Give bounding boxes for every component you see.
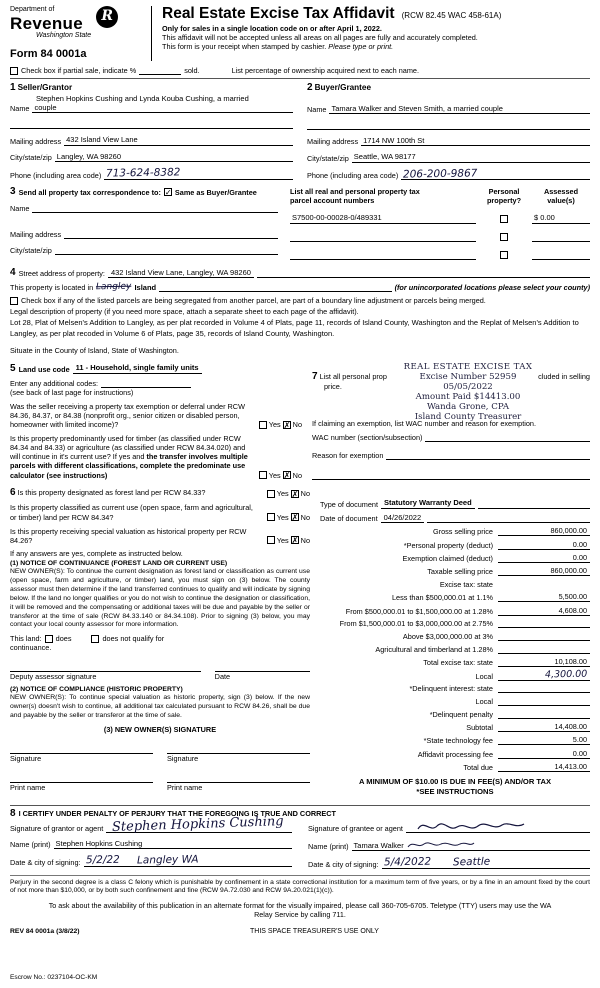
grantee-print-name-field[interactable] bbox=[352, 839, 590, 851]
corr-city-input[interactable] bbox=[55, 245, 278, 255]
grantor-phone-value: 713-624-8382 bbox=[106, 166, 181, 180]
grantor-signing-city: Langley WA bbox=[137, 853, 200, 867]
grantor-signing-date: 5/2/22 bbox=[85, 853, 120, 867]
grantor-phone-field[interactable] bbox=[104, 168, 293, 180]
page-title: Real Estate Excise Tax Affidavit bbox=[162, 5, 395, 22]
type-of-document-input-extension[interactable] bbox=[478, 499, 590, 509]
excise-tax-state-spacer bbox=[498, 580, 590, 590]
grantor-city-field[interactable]: Langley, WA 98260 bbox=[55, 152, 293, 162]
deputy-date-label: Date bbox=[214, 672, 231, 682]
buyer-grantee-heading: Buyer/Grantee bbox=[314, 83, 372, 93]
wac-number-label: WAC number (section/subsection) bbox=[312, 433, 423, 443]
state-technology-fee-value[interactable]: 5.00 bbox=[498, 735, 590, 745]
section-5-number: 5 bbox=[10, 362, 16, 374]
tier1-value[interactable]: 5,500.00 bbox=[498, 592, 590, 602]
designation-section bbox=[10, 488, 310, 796]
current-use-question: Is this property classified as current use (open space, farm and agricultural, or timber) land per RCW 84.34? bbox=[10, 503, 253, 522]
grantee-signature-ink bbox=[416, 818, 526, 834]
notice-continuance-text: NEW OWNER(S): To continue the current designation as forest land or classification as current use (open space, farm and agriculture, or timber) land, you must sign on (3) below. The county assessor must then determine if the land transferred continues to qualify and will indicate by signing below. If the land no longer qualifies or you do not wish to continue the designation or classification, it will be removed and the compensating or additional taxes will be due and payable by the seller or transferor at the time of sale (RCW 84.33.140 or 84.34.108). Prior to signing (3) below, you may contact your local county assessor for more information. bbox=[10, 568, 310, 629]
parcel-table bbox=[290, 187, 590, 260]
q5a-no-checkbox[interactable] bbox=[283, 421, 291, 429]
new-owner-signature-1-input[interactable] bbox=[10, 745, 153, 754]
grantee-date-city-field[interactable] bbox=[382, 857, 590, 869]
tier3-value[interactable] bbox=[498, 619, 590, 629]
form-number: Form 84 0001a bbox=[10, 47, 87, 60]
receipt-note: This form is your receipt when stamped by cashier. bbox=[162, 42, 327, 52]
grantor-signature-label: Signature of grantor or agent bbox=[10, 823, 104, 833]
parcel-number-input-2[interactable] bbox=[290, 232, 476, 242]
grantor-name-line1: Stephen Hopkins Cushing and Lynda Kouba Cushing, a married bbox=[36, 93, 249, 103]
grantee-date-city-label: Date & city of signing: bbox=[308, 859, 379, 869]
new-owner-print-name-1-input[interactable] bbox=[10, 774, 153, 783]
grantee-city-field[interactable]: Seattle, WA 98177 bbox=[352, 152, 590, 162]
revenue-wordmark: Revenue bbox=[10, 13, 83, 33]
grantee-signing-city: Seattle bbox=[452, 855, 491, 869]
q6c-no-checkbox[interactable] bbox=[291, 536, 299, 544]
signature-label: Signature bbox=[167, 753, 199, 763]
taxable-selling-price-value[interactable]: 860,000.00 bbox=[498, 566, 590, 576]
correspondence-and-parcels bbox=[10, 187, 590, 260]
grantor-name-2-field[interactable] bbox=[10, 119, 293, 129]
corr-mailing-label: Mailing address bbox=[10, 230, 62, 240]
q6c-yes-checkbox[interactable] bbox=[267, 536, 275, 544]
personal-property-deduct-label: *Personal property (deduct) bbox=[403, 540, 493, 550]
land-use-code-label: Land use code bbox=[18, 364, 70, 374]
type-of-document-field[interactable]: Statutory Warranty Deed bbox=[381, 498, 475, 508]
additional-codes-note: (see back of last page for instructions) bbox=[10, 387, 134, 397]
grantee-phone-field[interactable] bbox=[401, 169, 590, 181]
rev-form-number: REV 84 0001a (3/8/22) bbox=[10, 928, 80, 936]
tier4-label: Above $3,000,000.00 at 3% bbox=[402, 631, 493, 641]
deputy-assessor-signature-label: Deputy assessor signature bbox=[10, 672, 97, 682]
gross-selling-price-label: Gross selling price bbox=[432, 527, 493, 537]
stamp-treasurer-title: Island County Treasurer bbox=[414, 411, 522, 422]
delinquent-interest-local-value[interactable] bbox=[498, 697, 590, 707]
segregated-parcel-checkbox[interactable] bbox=[10, 297, 18, 305]
parcel-row bbox=[290, 213, 590, 223]
exemption-claimed-value[interactable]: 0.00 bbox=[498, 553, 590, 563]
segregated-parcel-label: Check box if any of the listed parcels are being segregated from another parcel, are part of a boundary line adjustment or parcels being merged. bbox=[21, 296, 486, 306]
exemption-claimed-label: Exemption claimed (deduct) bbox=[402, 553, 493, 563]
delinquent-interest-local-label: Local bbox=[475, 696, 493, 706]
grantee-mailing-field[interactable]: 1714 NW 100th St bbox=[361, 136, 590, 146]
continuance-label: continuance. bbox=[10, 643, 52, 653]
grantor-date-city-label: Date & city of signing: bbox=[10, 857, 81, 867]
logo-letter: R bbox=[101, 8, 113, 25]
parcel-number-input-3[interactable] bbox=[290, 250, 476, 260]
type-or-print-note: Please type or print. bbox=[328, 42, 394, 52]
washington-state-label: Washington State bbox=[36, 31, 92, 39]
x-mark-icon: ✗ bbox=[291, 513, 299, 523]
q6b-no-checkbox[interactable] bbox=[291, 513, 299, 521]
timber-agriculture-answer bbox=[256, 471, 302, 480]
header-instruction-1: Only for sales in a single location code on or after April 1, 2022. bbox=[162, 24, 382, 34]
historical-property-answer bbox=[264, 536, 310, 545]
personal-property-checkbox-1[interactable] bbox=[500, 215, 508, 223]
department-of-label: Department of bbox=[10, 6, 55, 13]
type-of-document-label: Type of document bbox=[320, 499, 379, 509]
no-label: No bbox=[300, 535, 310, 545]
section-7-heading: 7 List all personal prop bbox=[312, 371, 387, 383]
yes-label: Yes bbox=[268, 419, 281, 429]
delinquent-interest-state-value[interactable] bbox=[498, 684, 590, 694]
grantee-print-name-value: Tamara Walker bbox=[353, 840, 404, 850]
grantor-phone-label: Phone (including area code) bbox=[10, 170, 102, 180]
q6b-yes-checkbox[interactable] bbox=[267, 513, 275, 521]
additional-codes-input[interactable] bbox=[101, 378, 191, 388]
minimum-due-note: A MINIMUM OF $10.00 IS DUE IN FEE(S) AND/OR TAX bbox=[358, 776, 552, 786]
q6a-no-checkbox[interactable] bbox=[291, 490, 299, 498]
personal-property-checkbox-3[interactable] bbox=[500, 251, 508, 259]
grantee-phone-label: Phone (including area code) bbox=[307, 171, 399, 181]
land-use-section bbox=[10, 363, 302, 480]
agricultural-timberland-value[interactable] bbox=[498, 644, 590, 654]
treasurer-stamp bbox=[370, 363, 566, 422]
partial-sale-sold-label: sold. bbox=[184, 66, 200, 76]
partial-sale-percent-input[interactable] bbox=[139, 66, 181, 75]
print-name-label: Print name bbox=[10, 782, 46, 792]
no-label: No bbox=[300, 489, 310, 499]
wac-number-input[interactable] bbox=[425, 432, 590, 442]
personal-property-section bbox=[312, 363, 590, 480]
date-of-document-input-extension[interactable] bbox=[427, 513, 590, 523]
legal-description-text[interactable]: Lot 28, Plat of Melsen's Addition to Langley, as per plat recorded in Volume 4 of Plats, page 11, records of Island County, Washington and the Replat of Melsen's Addition to Langley, as per plat recoded in Volume 6 of Plats, page 35, records of Island County, Washington. bbox=[10, 318, 579, 339]
assessed-value-input-2[interactable] bbox=[532, 232, 590, 242]
print-name-label: Print name bbox=[167, 782, 203, 792]
local-tax-value[interactable] bbox=[498, 670, 590, 681]
stamp-amount-paid: Amount Paid $14413.00 bbox=[415, 391, 521, 402]
grantee-signing-date: 5/4/2022 bbox=[383, 855, 431, 869]
tax-computation-section bbox=[320, 498, 590, 796]
timber-agriculture-question: Is this property predominantly used for timber (as classified under RCW 84.34 and 84.33) or agriculture (as classified under RCW 84.34.020) and will continue in it's current use? If yes and the transfer involves multiple parcels with different classifications, complete the predominate use calculator (see instructions) bbox=[10, 434, 248, 480]
land-does-not-qualify-checkbox[interactable] bbox=[91, 635, 99, 643]
street-address-field[interactable]: 432 Island View Lane, Langley, WA 98260 bbox=[108, 268, 254, 278]
notice-compliance-text: NEW OWNER(S): To continue special valuation as historic property, sign (3) below. If the new owner(s) doesn't wish to continue, all additional tax calculated pursuant to RCW 84.26, shall be due and payable by the seller or transferor at the time of sale. bbox=[10, 694, 310, 719]
located-in-input-extension[interactable] bbox=[159, 282, 391, 292]
partial-sale-row bbox=[10, 66, 590, 79]
affidavit-processing-fee-label: Affidavit processing fee bbox=[417, 749, 493, 759]
new-owner-signature-title: (3) NEW OWNER(S) SIGNATURE bbox=[103, 724, 217, 734]
reason-for-exemption-input-2[interactable] bbox=[312, 470, 590, 480]
stamp-date: 05/05/2022 bbox=[443, 382, 493, 393]
parcel-row bbox=[290, 232, 590, 242]
does-not-label: does not qualify for bbox=[102, 634, 165, 644]
grantor-print-name-label: Name (print) bbox=[10, 840, 51, 850]
grantee-name-field[interactable]: Tamara Walker and Steven Smith, a married couple bbox=[329, 104, 590, 114]
check-icon: ✓ bbox=[164, 188, 172, 198]
yes-label: Yes bbox=[276, 512, 289, 522]
stamp-treasurer-name: Wanda Grone, CPA bbox=[426, 401, 510, 412]
tier2-value[interactable]: 4,608.00 bbox=[498, 606, 590, 616]
total-excise-tax-state-label: Total excise tax: state bbox=[423, 657, 493, 667]
grantee-print-name-label: Name (print) bbox=[308, 842, 349, 852]
tax-correspondence-section bbox=[10, 187, 278, 260]
does-label: does bbox=[55, 634, 72, 644]
unincorporated-note: (for unincorporated locations please select your county) bbox=[394, 283, 590, 293]
yes-label: Yes bbox=[276, 489, 289, 499]
q5a-yes-checkbox[interactable] bbox=[259, 421, 267, 429]
personal-property-deduct-value[interactable]: 0.00 bbox=[498, 540, 590, 550]
state-technology-fee-label: *State technology fee bbox=[423, 736, 493, 746]
assessed-value-header: Assessed value(s) bbox=[543, 187, 579, 206]
if-yes-note: If any answers are yes, complete as instructed below. bbox=[10, 548, 183, 558]
same-as-grantee-checkbox[interactable] bbox=[164, 188, 172, 196]
x-mark-icon: ✗ bbox=[283, 420, 291, 430]
parcel-header: List all real and personal property tax parcel account numbers bbox=[290, 187, 420, 206]
correspondence-label: Send all property tax correspondence to: bbox=[18, 187, 161, 197]
local-tax-label: Local bbox=[475, 671, 493, 681]
designation-and-tax bbox=[10, 488, 590, 796]
grantor-signature-line[interactable] bbox=[106, 813, 292, 835]
signature-label: Signature bbox=[10, 753, 42, 763]
escrow-label: Escrow No.: bbox=[10, 973, 46, 981]
delinquent-penalty-label: *Delinquent penalty bbox=[429, 709, 493, 719]
same-as-grantee-label: Same as Buyer/Grantee bbox=[174, 187, 257, 197]
grantor-signature-ink: Stephen Hopkins Cushing bbox=[112, 813, 285, 835]
buyer-grantee-section bbox=[307, 83, 590, 180]
no-label: No bbox=[300, 512, 310, 522]
grantee-certification bbox=[308, 823, 590, 869]
grantee-phone-value: 206-200-9867 bbox=[403, 167, 478, 181]
additional-codes-label: Enter any additional codes: bbox=[10, 378, 99, 388]
personal-property-checkbox-2[interactable] bbox=[500, 233, 508, 241]
yes-label: Yes bbox=[276, 535, 289, 545]
seller-grantor-heading: Seller/Grantor bbox=[17, 83, 73, 93]
certification-section bbox=[10, 805, 590, 869]
corr-name-label: Name bbox=[10, 204, 30, 214]
x-mark-icon: ✗ bbox=[283, 471, 291, 481]
q5b-yes-checkbox[interactable] bbox=[259, 471, 267, 479]
tier1-label: Less than $500,000.01 at 1.1% bbox=[391, 593, 493, 603]
forest-land-answer bbox=[264, 489, 310, 498]
agency-block bbox=[10, 6, 152, 61]
subtotal-value[interactable]: 14,408.00 bbox=[498, 722, 590, 732]
grantor-name-label: Name bbox=[10, 104, 30, 114]
grantee-city-label: City/state/zip bbox=[307, 153, 349, 163]
personal-property-header: Personal property? bbox=[486, 187, 522, 206]
deputy-assessor-signature-input[interactable] bbox=[10, 663, 201, 672]
title-block bbox=[162, 6, 590, 61]
partial-sale-checkbox[interactable] bbox=[10, 67, 18, 75]
no-label: No bbox=[292, 419, 302, 429]
land-use-and-personal-property bbox=[10, 363, 590, 480]
rcw-reference: (RCW 82.45 WAC 458-61A) bbox=[401, 11, 502, 20]
yes-label: Yes bbox=[268, 470, 281, 480]
delinquent-penalty-value[interactable] bbox=[498, 709, 590, 719]
subtotal-label: Subtotal bbox=[466, 722, 493, 732]
date-of-document-label: Date of document bbox=[320, 514, 378, 524]
grantor-mailing-field[interactable]: 432 Island View Lane bbox=[64, 135, 293, 145]
x-mark-icon: ✗ bbox=[291, 536, 299, 546]
gross-selling-price-value[interactable]: 860,000.00 bbox=[498, 526, 590, 536]
no-label: No bbox=[292, 470, 302, 480]
section-4-number: 4 bbox=[10, 267, 16, 279]
q6a-yes-checkbox[interactable] bbox=[267, 490, 275, 498]
historical-property-question: Is this property receiving special valuation as historical property per RCW 84.26? bbox=[10, 526, 247, 545]
grantor-print-name-field[interactable]: Stephen Hopkins Cushing bbox=[54, 839, 292, 849]
local-tax-handwritten: 4,300.00 bbox=[544, 668, 588, 681]
located-in-struck-value: Langley bbox=[96, 281, 132, 293]
land-use-code-field[interactable]: 11 - Household, single family units bbox=[73, 363, 202, 373]
tier4-value[interactable] bbox=[498, 631, 590, 641]
legal-description-label: Legal description of property (if you need more space, attach a separate sheet to each page of the affidavit). bbox=[10, 307, 359, 317]
total-due-label: Total due bbox=[463, 762, 493, 772]
certify-statement: I CERTIFY UNDER PENALTY OF PERJURY THAT THE FOREGOING IS TRUE AND CORRECT bbox=[18, 809, 336, 819]
located-in-field[interactable]: Island bbox=[134, 282, 157, 292]
excise-tax-state-label: Excise tax: state bbox=[439, 579, 493, 589]
partial-sale-label: Check box if partial sale, indicate % bbox=[21, 66, 137, 76]
exemption-claim-note: If claiming an exemption, list WAC number and reason for exemption. bbox=[312, 419, 537, 429]
land-does-qualify-checkbox[interactable] bbox=[45, 635, 53, 643]
current-use-answer bbox=[264, 513, 310, 522]
grantor-mailing-label: Mailing address bbox=[10, 136, 62, 146]
new-owner-signature-2-input[interactable] bbox=[167, 745, 310, 754]
corr-name-input[interactable] bbox=[32, 203, 278, 213]
exemption-deferral-question: Was the seller receiving a property tax exemption or deferral under RCW 84.36, 84.37, or 84.38 (nonprofit org., senior citizen or disabled person, homeowner with limited income)? bbox=[10, 401, 245, 429]
notice-continuance-title: (1) NOTICE OF CONTINUANCE (FOREST LAND OR CURRENT USE) bbox=[10, 559, 228, 567]
corr-city-label: City/state/zip bbox=[10, 246, 52, 256]
street-address-input-extension[interactable] bbox=[257, 268, 590, 278]
forest-land-question: 6 Is this property designated as forest land per RCW 84.33? bbox=[10, 487, 206, 499]
grantee-mailing-label: Mailing address bbox=[307, 137, 359, 147]
accessibility-notice: To ask about the availability of this publication in an alternate format for the visually impaired, please call 360-705-6705. Teletype (TTY) users may use the WA Relay Service by calling 711. bbox=[48, 901, 552, 920]
footer-row bbox=[10, 928, 590, 937]
assessed-value-field[interactable]: $ 0.00 bbox=[532, 213, 590, 223]
revenue-logo-icon bbox=[96, 6, 118, 28]
parcel-row bbox=[290, 250, 590, 260]
situate-line: Situate in the County of Island, State of Washington. bbox=[10, 346, 179, 356]
street-address-label: Street address of property: bbox=[18, 269, 105, 279]
new-owner-print-name-2-input[interactable] bbox=[167, 774, 310, 783]
corr-mailing-input[interactable] bbox=[64, 229, 278, 239]
x-mark-icon: ✗ bbox=[291, 489, 299, 499]
property-location-section bbox=[10, 268, 590, 355]
grantor-date-city-field[interactable] bbox=[84, 855, 292, 867]
located-in-label: This property is located in bbox=[10, 283, 94, 293]
grantee-signature-line[interactable] bbox=[406, 823, 590, 833]
tier2-label: From $500,000.01 to $1,500,000.00 at 1.28% bbox=[345, 606, 493, 616]
agricultural-timberland-label: Agricultural and timberland at 1.28% bbox=[375, 644, 493, 654]
header-instruction-3 bbox=[162, 42, 590, 51]
q5b-no-checkbox[interactable] bbox=[283, 471, 291, 479]
escrow-number bbox=[10, 974, 97, 982]
ownership-percentage-note: List percentage of ownership acquired next to each name. bbox=[231, 66, 420, 76]
section-2-number: 2 bbox=[307, 82, 313, 94]
see-instructions-note: *SEE INSTRUCTIONS bbox=[416, 787, 494, 797]
affidavit-processing-fee-value[interactable]: 0.00 bbox=[498, 749, 590, 759]
grantor-city-label: City/state/zip bbox=[10, 153, 52, 162]
this-land-label: This land: bbox=[10, 634, 42, 644]
form-header bbox=[10, 6, 590, 61]
total-due-value[interactable]: 14,413.00 bbox=[498, 762, 590, 772]
grantee-name-scribble-ink bbox=[406, 839, 476, 850]
seller-grantor-section bbox=[10, 83, 293, 180]
treasurer-use-only-label: THIS SPACE TREASURER'S USE ONLY bbox=[250, 928, 379, 936]
deputy-assessor-date-input[interactable] bbox=[215, 663, 310, 672]
grantor-name-field[interactable]: couple bbox=[32, 103, 293, 113]
perjury-notice: Perjury in the second degree is a class C felony which is punishable by confinement in a state correctional institution for a maximum term of five years, or by a fine in an amount fixed by the court of not more than $10,000, or by both such confinement and fine (RCW 9A.72.030 and RCW 9A.20.021(1)(c)). bbox=[10, 875, 590, 896]
tier3-label: From $1,500,000.01 to $3,000,000.00 at 2.75% bbox=[339, 619, 493, 629]
section-7-heading-end: cluded in selling bbox=[538, 372, 590, 382]
assessed-value-input-3[interactable] bbox=[532, 250, 590, 260]
section-7-heading-tail: price. bbox=[324, 382, 342, 392]
stamp-excise-number: Excise Number 52959 bbox=[419, 372, 517, 383]
notice-compliance-title: (2) NOTICE OF COMPLIANCE (HISTORIC PROPERTY) bbox=[10, 685, 183, 693]
header-instruction-2: This affidavit will not be accepted unless all areas on all pages are fully and accurately completed. bbox=[162, 33, 478, 43]
stamp-title: REAL ESTATE EXCISE TAX bbox=[403, 362, 533, 373]
parcel-number-field[interactable]: S7500-00-00028-0/489331 bbox=[290, 213, 476, 223]
reason-for-exemption-input[interactable] bbox=[386, 450, 590, 460]
section-8-number: 8 bbox=[10, 807, 16, 819]
date-of-document-field[interactable]: 04/26/2022 bbox=[381, 513, 425, 523]
escrow-value: 0237104-OC-KM bbox=[47, 973, 98, 981]
total-excise-tax-state-value[interactable]: 10,108.00 bbox=[498, 657, 590, 667]
reason-for-exemption-label: Reason for exemption bbox=[312, 451, 384, 461]
grantee-name-label: Name bbox=[307, 104, 327, 114]
delinquent-interest-state-label: *Delinquent interest: state bbox=[409, 684, 493, 694]
grantee-name-2-field[interactable] bbox=[307, 120, 590, 130]
section-3-number: 3 bbox=[10, 186, 16, 198]
exemption-deferral-answer bbox=[256, 420, 302, 429]
grantee-signature-label: Signature of grantee or agent bbox=[308, 823, 403, 833]
taxable-selling-price-label: Taxable selling price bbox=[427, 567, 493, 577]
parties-section bbox=[10, 83, 590, 180]
section-1-number: 1 bbox=[10, 82, 16, 94]
